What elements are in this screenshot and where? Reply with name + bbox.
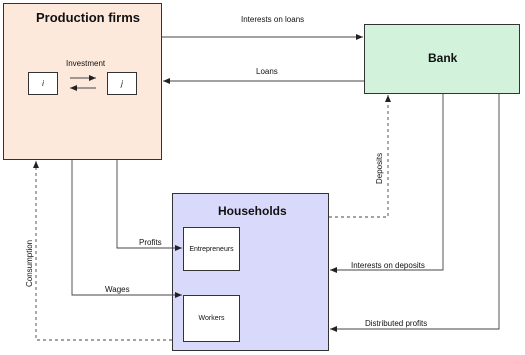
distributed-profits-arrow <box>330 94 499 329</box>
consumption-label: Consumption <box>25 239 34 287</box>
profits-label: Profits <box>139 238 162 247</box>
workers-label: Workers <box>198 315 225 322</box>
loans-label: Loans <box>256 67 278 76</box>
interests-on-deposits-arrow <box>330 94 443 270</box>
interests-on-loans-label: Interests on loans <box>241 15 305 24</box>
entrepreneurs-label: Entrepreneurs <box>189 245 234 253</box>
investment-label: Investment <box>66 59 106 68</box>
firm-j-label: j <box>121 79 123 88</box>
interests-on-deposits-label: Interests on deposits <box>351 261 425 270</box>
consumption-arrow <box>36 161 172 340</box>
distributed-profits-label: Distributed profits <box>365 319 428 328</box>
deposits-label: Deposits <box>375 152 384 184</box>
wages-arrow <box>72 160 182 295</box>
households-title: Households <box>218 204 287 218</box>
wages-label: Wages <box>105 285 130 294</box>
firm-i-label: i <box>42 79 44 88</box>
profits-arrow <box>117 160 182 248</box>
bank-title: Bank <box>428 51 458 65</box>
production-firms-title: Production firms <box>36 10 141 25</box>
